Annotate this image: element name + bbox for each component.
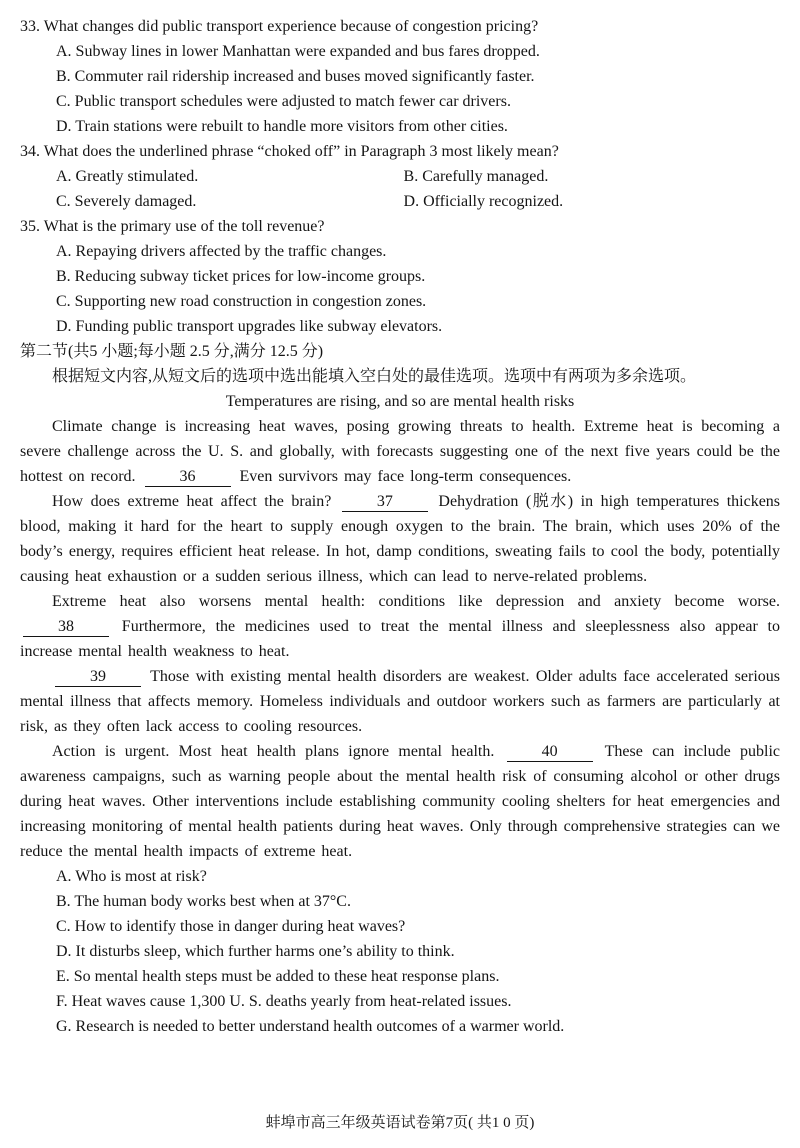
- passage-title: Temperatures are rising, and so are mental health risks: [225, 393, 575, 410]
- question-35-stem: [20, 214, 780, 239]
- question-33-stem: [20, 14, 780, 39]
- blank-36: 36: [145, 467, 231, 487]
- question-33-option-a: A. Subway lines in lower Manhattan were expanded and bus fares dropped.: [56, 43, 540, 60]
- question-35-text: What is the primary use of the toll revenue?: [43, 218, 325, 235]
- question-34-options-row-2: [20, 189, 780, 214]
- passage-paragraph-4: [20, 664, 780, 739]
- passage-paragraph-1: [20, 414, 780, 489]
- blank-37: 37: [342, 492, 428, 512]
- question-34-option-b: B. Carefully managed.: [403, 168, 549, 185]
- question-35-option-c: C. Supporting new road construction in congestion zones.: [56, 293, 427, 310]
- paragraph-2-text-post: Dehydration (脱水) in high temperatures thickens blood, making it hard for the heart to supply enough oxygen to the brain. The brain, which uses 20% of the body’s energy, requires efficient heat release. In hot, damp conditions, sweating fails to cool the body, potentially causing heat exhaustion or a sudden serious illness, which can lead to nerve-related problems.: [20, 493, 781, 585]
- blank-39: 39: [55, 667, 141, 687]
- question-34-stem: [20, 139, 780, 164]
- paragraph-2-text-pre: How does extreme heat affect the brain?: [52, 493, 332, 510]
- question-35-option-d: D. Funding public transport upgrades like subway elevators.: [56, 318, 443, 335]
- paragraph-5-text-pre: Action is urgent. Most heat health plans ignore mental health.: [52, 743, 495, 760]
- blank-40: 40: [507, 742, 593, 762]
- question-35-option-a: A. Repaying drivers affected by the traffic changes.: [56, 243, 387, 260]
- blank-38: 38: [23, 617, 109, 637]
- question-33-text: What changes did public transport experience because of congestion pricing?: [43, 18, 539, 35]
- question-33-number: 33.: [20, 18, 40, 35]
- question-33: [20, 14, 780, 139]
- choice-a: A. Who is most at risk?: [56, 868, 207, 885]
- choice-d: D. It disturbs sleep, which further harms one’s ability to think.: [56, 943, 455, 960]
- question-34-option-c: C. Severely damaged.: [56, 193, 197, 210]
- choice-f: F. Heat waves cause 1,300 U. S. deaths yearly from heat-related issues.: [56, 993, 512, 1010]
- page-footer: 蚌埠市高三年级英语试卷第7页( 共1 0 页): [265, 1115, 535, 1131]
- passage-paragraph-2: [20, 489, 780, 589]
- question-34-option-d: D. Officially recognized.: [403, 193, 564, 210]
- question-34-options-row-1: [20, 164, 780, 189]
- paragraph-4-text-post: Those with existing mental health disorders are weakest. Older adults face accelerated serious mental illness that affects memory. Homeless individuals and outdoor workers such as farmers are particularly at risk, as they often lack access to cooling resources.: [20, 668, 780, 735]
- choice-e: E. So mental health steps must be added to these heat response plans.: [56, 968, 500, 985]
- question-34: [20, 139, 780, 214]
- choice-b: B. The human body works best when at 37°C.: [56, 893, 351, 910]
- section-2-heading: 第二节(共5 小题;每小题 2.5 分,满分 12.5 分): [20, 343, 324, 360]
- question-35-option-b: B. Reducing subway ticket prices for low-income groups.: [56, 268, 426, 285]
- section-2-instruction: 根据短文内容,从短文后的选项中选出能填入空白处的最佳选项。选项中有两项为多余选项。: [52, 368, 697, 385]
- passage-paragraph-3: [20, 589, 780, 664]
- question-35: [20, 214, 780, 339]
- question-33-option-c: C. Public transport schedules were adjusted to match fewer car drivers.: [56, 93, 511, 110]
- paragraph-5-text-post: These can include public awareness campaigns, such as warning people about the mental health risk of consuming alcohol or other drugs during heat waves. Other interventions include establishing community cooling shelters for heat emergencies and increasing monitoring of mental health patients during heat waves. Only through comprehensive strategies can we reduce the mental health impacts of extreme heat.: [20, 743, 780, 860]
- question-33-option-b: B. Commuter rail ridership increased and buses moved significantly faster.: [56, 68, 535, 85]
- paragraph-1-text-post: Even survivors may face long-term consequences.: [239, 468, 572, 485]
- choice-c: C. How to identify those in danger during heat waves?: [56, 918, 406, 935]
- section-2: [20, 339, 780, 1039]
- paragraph-3-text-post: Furthermore, the medicines used to treat the mental illness and sleeplessness also appear to increase mental health weakness to heat.: [20, 618, 780, 660]
- question-34-option-a: A. Greatly stimulated.: [56, 168, 199, 185]
- question-35-number: 35.: [20, 218, 40, 235]
- passage-paragraph-5: [20, 739, 780, 864]
- question-33-option-d: D. Train stations were rebuilt to handle more visitors from other cities.: [56, 118, 508, 135]
- choice-g: G. Research is needed to better understand health outcomes of a warmer world.: [56, 1018, 565, 1035]
- paragraph-3-text-pre: Extreme heat also worsens mental health: conditions like depression and anxiety become worse.: [52, 593, 780, 610]
- question-34-text: What does the underlined phrase “choked off” in Paragraph 3 most likely mean?: [43, 143, 559, 160]
- exam-page: [20, 14, 781, 1131]
- paragraph-1-text-pre: Climate change is increasing heat waves, posing growing threats to health. Extreme heat is becoming a severe challenge across the U. S. and globally, with forecasts suggesting one of the next five years could be the hottest on record.: [20, 418, 780, 485]
- question-34-number: 34.: [20, 143, 40, 160]
